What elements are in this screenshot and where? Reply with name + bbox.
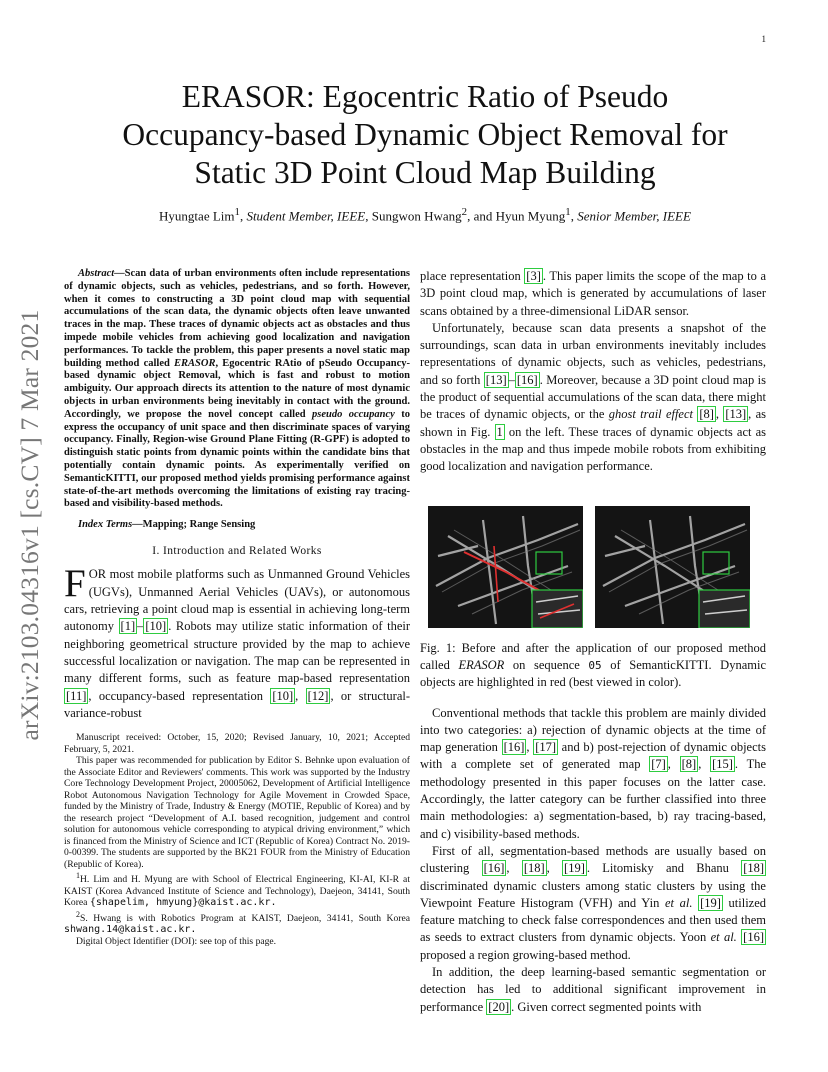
- figure-caption: [420, 640, 766, 691]
- abstract-text: Scan data of urban environments often include representations of dynamic objects, such as vehicles, pedestrians, and so forth. However, when it comes to constructing a 3D point cloud map with sequential accumulations of the scan data, the dynamic objects often leave unwanted traces in the map. These traces of dynamic objects act as obstacles and thus impede mobile vehicles from achieving good localization and navigation performances. To tackle the problem, this paper presents a novel static map building method called: [64, 268, 410, 369]
- paragraph-text: ,: [715, 407, 724, 422]
- footnote-affiliation: [64, 909, 410, 936]
- paragraph-text: . This paper limits the scope of the map to a 3D point cloud map, which is generated by accumulations of laser scans obtained by a three-dimensional LiDAR sensor.: [420, 269, 766, 318]
- footnote-text: H. Lim and H. Myung are with School of Electrical Engineering, KI-AI, KI-R at KAIST (Korea Advanced Institute of Science and Technology), Daejeon, 34141, South Korea: [64, 874, 410, 909]
- citation-link[interactable]: [8]: [699, 407, 714, 422]
- paragraph-text: . Given correct segmented points with: [511, 999, 702, 1014]
- email-address: {shapelim, hmyung}@kaist.ac.kr.: [89, 897, 277, 909]
- citation-link[interactable]: [17]: [535, 740, 557, 755]
- abstract-text: , Egocentric RAtio of pSeudo Occupancy-based dynamic object Removal, which is fast and robust to motion ambiguity. Our approach directs its attention to the nature of most dynamic objects in urban environments being inevitably in contact with the ground. Accordingly, we propose the novel concept called: [64, 357, 410, 420]
- footnote-mark: 1: [76, 871, 80, 881]
- citation-link[interactable]: [20]: [488, 999, 510, 1014]
- point-cloud-after-image: [595, 506, 750, 628]
- author-name: Sungwon Hwang: [371, 208, 462, 224]
- figure-link[interactable]: 1: [496, 424, 503, 439]
- paragraph-text: utilized feature matching to check false correspondences and then used them as seeds to extract clusters from dynamic objects. Yoon: [420, 895, 767, 945]
- footnote-recommendation: This paper was recommended for publication by Editor S. Behnke upon evaluation of the Associate Editor and Reviewers' comments. This work was supported by the Industry Core Technology Development Project, 20005062, Development of Artificial Intelligence Robot Autonomous Navigation Technology for Agile Movement in Crowded Space, funded by the Ministry of Trade, Industry & Energy (MOTIE, Republic of Korea) and by the research project “Development of A.I. based recognition, judgement and control solution for autonomous vehicle corresponding to atypical driving environment,” which is financed from the Ministry of Science and ICT (Republic of Korea) Contract No. 2019-0-00399. The students are supported by the BK21 FOUR from the Ministry of Education (Republic of Korea).: [64, 755, 410, 870]
- left-column: [64, 268, 410, 947]
- footnote-doi: Digital Object Identifier (DOI): see top of this page.: [76, 935, 277, 947]
- caption-text: Fig. 1: Before and after the application of our proposed method called: [420, 640, 766, 672]
- paragraph-text: –: [508, 372, 515, 387]
- paragraph-text: ,: [526, 740, 534, 755]
- intro-paragraph: [64, 562, 411, 722]
- citation-link[interactable]: [19]: [564, 861, 585, 876]
- author-name: Hyungtae Lim: [159, 208, 235, 224]
- paragraph-text: ,: [295, 688, 306, 703]
- paper-title: [70, 78, 780, 192]
- caption-method-name: ERASOR: [458, 657, 505, 672]
- citation-link[interactable]: [12]: [307, 688, 329, 703]
- caption-text: on sequence: [504, 657, 589, 672]
- footnote-received: Manuscript received: October, 15, 2020; Revised January, 10, 2021; Accepted February, 5, 2021.: [64, 732, 410, 755]
- paragraph-text: . Robots may utilize static information of their neighboring geometrical structure provided by the map to achieve successful localization or navigation. The map can be represented in many different forms, such as feature map-based representation: [64, 619, 410, 686]
- citation-link[interactable]: [13]: [725, 407, 747, 422]
- emphasis-term: et al.: [710, 930, 737, 945]
- paragraph-text: , occupancy-based representation: [88, 688, 271, 703]
- title-line: ERASOR: Egocentric Ratio of Pseudo: [181, 79, 669, 114]
- abstract: Abstract—Scan data of urban environments often include representations of dynamic objects, such as vehicles, pedestrians, and so forth. However, when it comes to constructing a 3D point cloud map with sequential accumulations of the scan data, the dynamic objects often leave unwanted traces in the map. These traces of dynamic objects act as obstacles and thus impede mobile vehicles from achieving good localization and navigation performances. To tackle the problem, this paper presents a novel static map building method called ERASOR, Egocentric RAtio of pSeudo Occupancy-based dynamic object Removal, which is fast and robust to motion ambiguity. Our approach directs its attention to the nature of most dynamic objects in urban environments being inevitably in contact with the ground. Accordingly, we propose the novel concept called pseudo occupancy to express the occupancy of unit space and then discriminate spaces of varying occupancy. Finally, Region-wise Ground Plane Fitting (R-GPF) is adopted to distinguish static points from dynamic points within the candidate bins that potentially contain dynamic points. As experimentally verified on SemanticKITTI, our proposed method yields promising performance against state-of-the-art methods overcoming the limitations of existing ray tracing-based and visibility-based methods.: [64, 268, 410, 510]
- abstract-text: to express the occupancy of unit space and then discriminate spaces of varying occupancy. Finally, Region-wise Ground Plane Fitting (R-GPF) is adopted to distinguish static points from dynamic points within the candidate bins that potentially contain dynamic points. As experimentally verified on SemanticKITTI, our proposed method yields promising performance against state-of-the-art methods overcoming the limitations of existing ray tracing-based and visibility-based methods.: [64, 408, 410, 510]
- footnote-text: S. Hwang is with Robotics Program at KAIST, Daejeon, 34141, South Korea: [80, 912, 410, 924]
- author-name: Hyun Myung: [495, 208, 566, 224]
- paragraph: [420, 843, 766, 964]
- paragraph-text: . The methodology presented in this paper focuses on the latter case. Accordingly, the latter category can be further classified into three main methodologies: a) segmentation-based, b) ray tracing-based, and c) visibility-based methods.: [420, 757, 766, 841]
- paragraph-text: on the left. These traces of dynamic objects act as obstacles in the map and thus impede mobile robots from exhibiting good localization and navigation performance.: [420, 424, 766, 474]
- index-terms-label: Index Terms: [78, 519, 133, 531]
- paragraph-text: place representation: [420, 269, 525, 283]
- citation-link[interactable]: [16]: [743, 930, 764, 945]
- citation-link[interactable]: [10]: [272, 688, 294, 703]
- paragraph-text: OR most mobile platforms such as Unmanned Ground Vehicles (UGVs), Unmanned Aerial Vehicles (UAVs), or autonomous cars, retrieving a point cloud map is essential in achieving long-term autonomy: [64, 567, 410, 634]
- paragraph-text: In addition, the deep learning-based semantic segmentation or detection has led to additional significant improvement in performance: [420, 965, 766, 1014]
- abstract-concept: pseudo occupancy: [311, 408, 395, 420]
- paragraph-text: –: [137, 619, 144, 634]
- section-heading: I. Introduction and Related Works: [152, 545, 322, 558]
- arxiv-identifier-text: arXiv:2103.04316v1 [cs.CV] 7 Mar 2021: [15, 309, 44, 741]
- citation-link[interactable]: [3]: [526, 269, 541, 283]
- paragraph-text: ,: [698, 757, 711, 772]
- paragraph-text: proposed a region growing-based method.: [420, 947, 631, 962]
- index-terms-text: Mapping; Range Sensing: [142, 519, 256, 531]
- author-list: Hyungtae Lim$^1$, Student Member, IEEE, Sungwon Hwang$^2$, and Hyun Myung$^1$, Senior Member, IEEE: [159, 206, 691, 224]
- paragraph-text: ,: [667, 757, 680, 772]
- citation-link[interactable]: [19]: [700, 895, 721, 910]
- emphasis-term: et al.: [664, 895, 693, 910]
- citation-link[interactable]: [16]: [516, 372, 538, 387]
- right-column: [420, 268, 766, 1016]
- paragraph: [420, 268, 766, 320]
- paragraph-text: . Litomisky and Bhanu: [586, 861, 742, 876]
- caption-text: of SemanticKITTI. Dynamic objects are highlighted in red (best viewed in color).: [420, 657, 766, 689]
- paragraph-text: Unfortunately, because scan data presents a snapshot of the surroundings, scan data in urban environments inevitably includes representations of dynamic objects, such as vehicles, pedestrians, and so forth: [420, 320, 766, 387]
- citation-link[interactable]: [7]: [651, 757, 666, 772]
- citation-link[interactable]: [15]: [712, 757, 733, 772]
- citation-link[interactable]: [16]: [483, 861, 505, 876]
- paragraph-text: and b) post-rejection of dynamic objects with a complete set of generated map: [420, 740, 766, 772]
- footnote-mark: 2: [76, 909, 80, 919]
- title-line: Occupancy-based Dynamic Object Removal for: [122, 117, 728, 152]
- paragraph: [420, 964, 766, 1016]
- citation-link[interactable]: [1]: [120, 619, 136, 634]
- paragraph: [420, 705, 766, 843]
- email-address: shwang.14@kaist.ac.kr.: [64, 924, 197, 936]
- abstract-method-name: ERASOR: [174, 357, 216, 369]
- paragraph-text: , as shown in Fig.: [420, 407, 767, 439]
- paragraph-text: . Moreover, because a 3D point cloud map is the product of sequential accumulations of the scan data, there might be traces of dynamic objects, or the: [420, 372, 766, 422]
- paragraph-text: First of all, segmentation-based methods are usually based on clustering: [420, 843, 766, 876]
- title-line: Static 3D Point Cloud Map Building: [194, 155, 656, 190]
- arxiv-identifier: [4, 290, 56, 760]
- citation-link[interactable]: [16]: [503, 740, 525, 755]
- emphasis-term: ghost trail effect: [608, 407, 694, 422]
- citation-link[interactable]: [10]: [145, 619, 167, 634]
- footnote-affiliation: [64, 870, 410, 909]
- citation-link[interactable]: [18]: [743, 861, 765, 876]
- citation-link[interactable]: [13]: [485, 372, 507, 387]
- index-terms: Index Terms—Mapping; Range Sensing: [78, 519, 256, 531]
- paragraph-text: , or structural-variance-robust: [64, 688, 411, 720]
- author-role: Student Member, IEEE: [246, 208, 366, 224]
- paragraph-text: ,: [506, 861, 522, 876]
- paragraph-text: Conventional methods that tackle this problem are mainly divided into two categories: a) rejection of dynamic objects at the time of map generation: [420, 705, 766, 755]
- paragraph-text: ,: [546, 861, 563, 876]
- page-number: 1: [761, 34, 766, 44]
- citation-link[interactable]: [8]: [681, 757, 697, 772]
- abstract-label: Abstract: [78, 268, 115, 279]
- sequence-id: 05: [588, 658, 602, 672]
- author-role: Senior Member, IEEE: [577, 208, 691, 224]
- paragraph-text: discriminated dynamic clusters among static clusters by using the Viewpoint Feature Histogram (VFH) and Yin: [420, 878, 766, 910]
- citation-link[interactable]: [18]: [523, 861, 545, 876]
- drop-cap: F: [64, 562, 86, 606]
- paragraph: [420, 320, 766, 476]
- citation-link[interactable]: [11]: [66, 688, 87, 703]
- figure-1: [428, 506, 766, 628]
- point-cloud-before-image: [428, 506, 583, 628]
